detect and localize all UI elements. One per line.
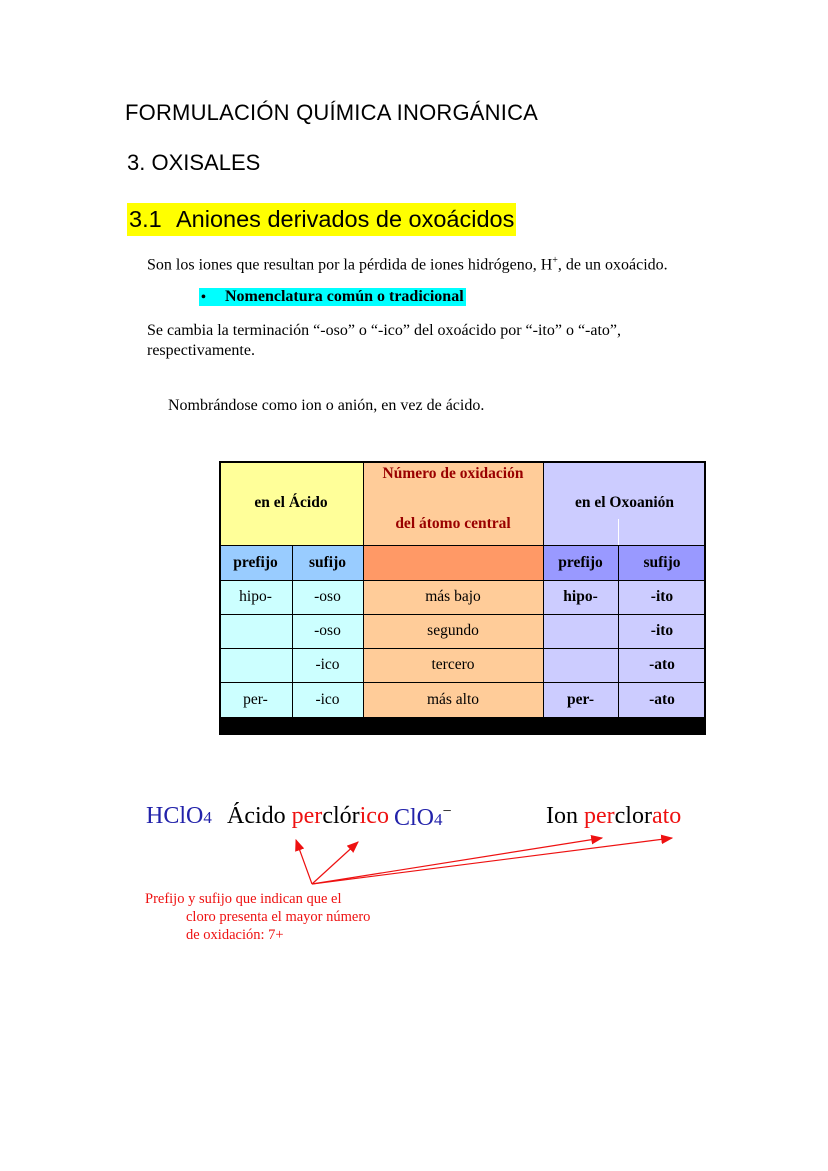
subheader-anion-prefix: prefijo xyxy=(543,545,618,580)
intro-prefix: Son los iones que resultan por la pérdida de iones hidrógeno, H xyxy=(147,256,553,274)
anion-suffix-cell: -ito xyxy=(618,614,706,648)
acid-formula-sub: 4 xyxy=(203,808,212,827)
acid-suffix-cell: -oso xyxy=(292,580,363,614)
ion-suffix: ato xyxy=(651,803,682,829)
arrow-to-acid-prefix xyxy=(296,840,312,884)
anion-suffix-cell: -ato xyxy=(618,682,706,717)
anion-prefix-cell: per- xyxy=(543,682,618,717)
note-line-3: de oxidación: 7+ xyxy=(186,927,284,943)
header-anion: en el Oxoanión xyxy=(543,461,706,545)
anion-suffix-cell: -ato xyxy=(618,648,706,682)
acid-suffix-cell: -ico xyxy=(292,648,363,682)
oxidation-cell: tercero xyxy=(363,648,543,682)
oxidation-cell: segundo xyxy=(363,614,543,648)
subsection-number: 3.1 xyxy=(129,206,162,232)
subsection-title-text: Aniones derivados de oxoácidos xyxy=(176,206,515,232)
header-oxidation-line2: del átomo central xyxy=(395,515,511,532)
naming-paragraph: Nombrándose como ion o anión, en vez de ácido. xyxy=(168,397,485,414)
acid-prefix-cell: per- xyxy=(219,682,292,717)
rule-paragraph: Se cambia la terminación “-oso” o “-ico” del oxoácido por “-ito” o “-ato”, respectivamente. xyxy=(147,322,622,359)
ion-formula-base: ClO xyxy=(394,805,435,831)
acid-formula-base: HClO xyxy=(146,803,204,829)
header-oxidation-line1: Número de oxidación xyxy=(382,465,524,482)
subheader-acid-prefix: prefijo xyxy=(219,545,292,580)
ion-prefix: per xyxy=(584,803,615,829)
oxidation-cell: más alto xyxy=(363,682,543,717)
note-line-1: Prefijo y sufijo que indican que el xyxy=(145,891,342,907)
acid-suffix-cell: -ico xyxy=(292,682,363,717)
acid-prefix: per xyxy=(291,803,323,829)
anion-prefix-cell: hipo- xyxy=(543,580,618,614)
oxidation-cell: más bajo xyxy=(363,580,543,614)
document-title: FORMULACIÓN QUÍMICA INORGÁNICA xyxy=(125,100,539,125)
header-acid: en el Ácido xyxy=(219,461,363,545)
arrow-to-ion-suffix xyxy=(312,838,672,884)
acid-word: Ácido xyxy=(227,803,286,829)
note-line-2: cloro presenta el mayor número xyxy=(186,909,371,925)
bullet-icon: • xyxy=(201,290,206,305)
bullet-text: Nomenclatura común o tradicional xyxy=(225,288,464,305)
section-title: 3. OXISALES xyxy=(127,150,261,175)
ion-root: clor xyxy=(614,803,652,829)
acid-suffix-cell: -oso xyxy=(292,614,363,648)
subheader-anion-suffix: sufijo xyxy=(618,545,706,580)
intro-superscript: + xyxy=(552,255,558,266)
ion-charge: − xyxy=(442,803,452,820)
ion-word: Ion xyxy=(546,803,578,829)
acid-root: clór xyxy=(322,803,360,829)
anion-suffix-cell: -ito xyxy=(618,580,706,614)
ion-formula-sub: 4 xyxy=(434,810,443,829)
subheader-acid-suffix: sufijo xyxy=(292,545,363,580)
intro-suffix: , de un oxoácido. xyxy=(557,256,668,274)
acid-prefix-cell: hipo- xyxy=(219,580,292,614)
acid-suffix: ico xyxy=(359,803,389,829)
